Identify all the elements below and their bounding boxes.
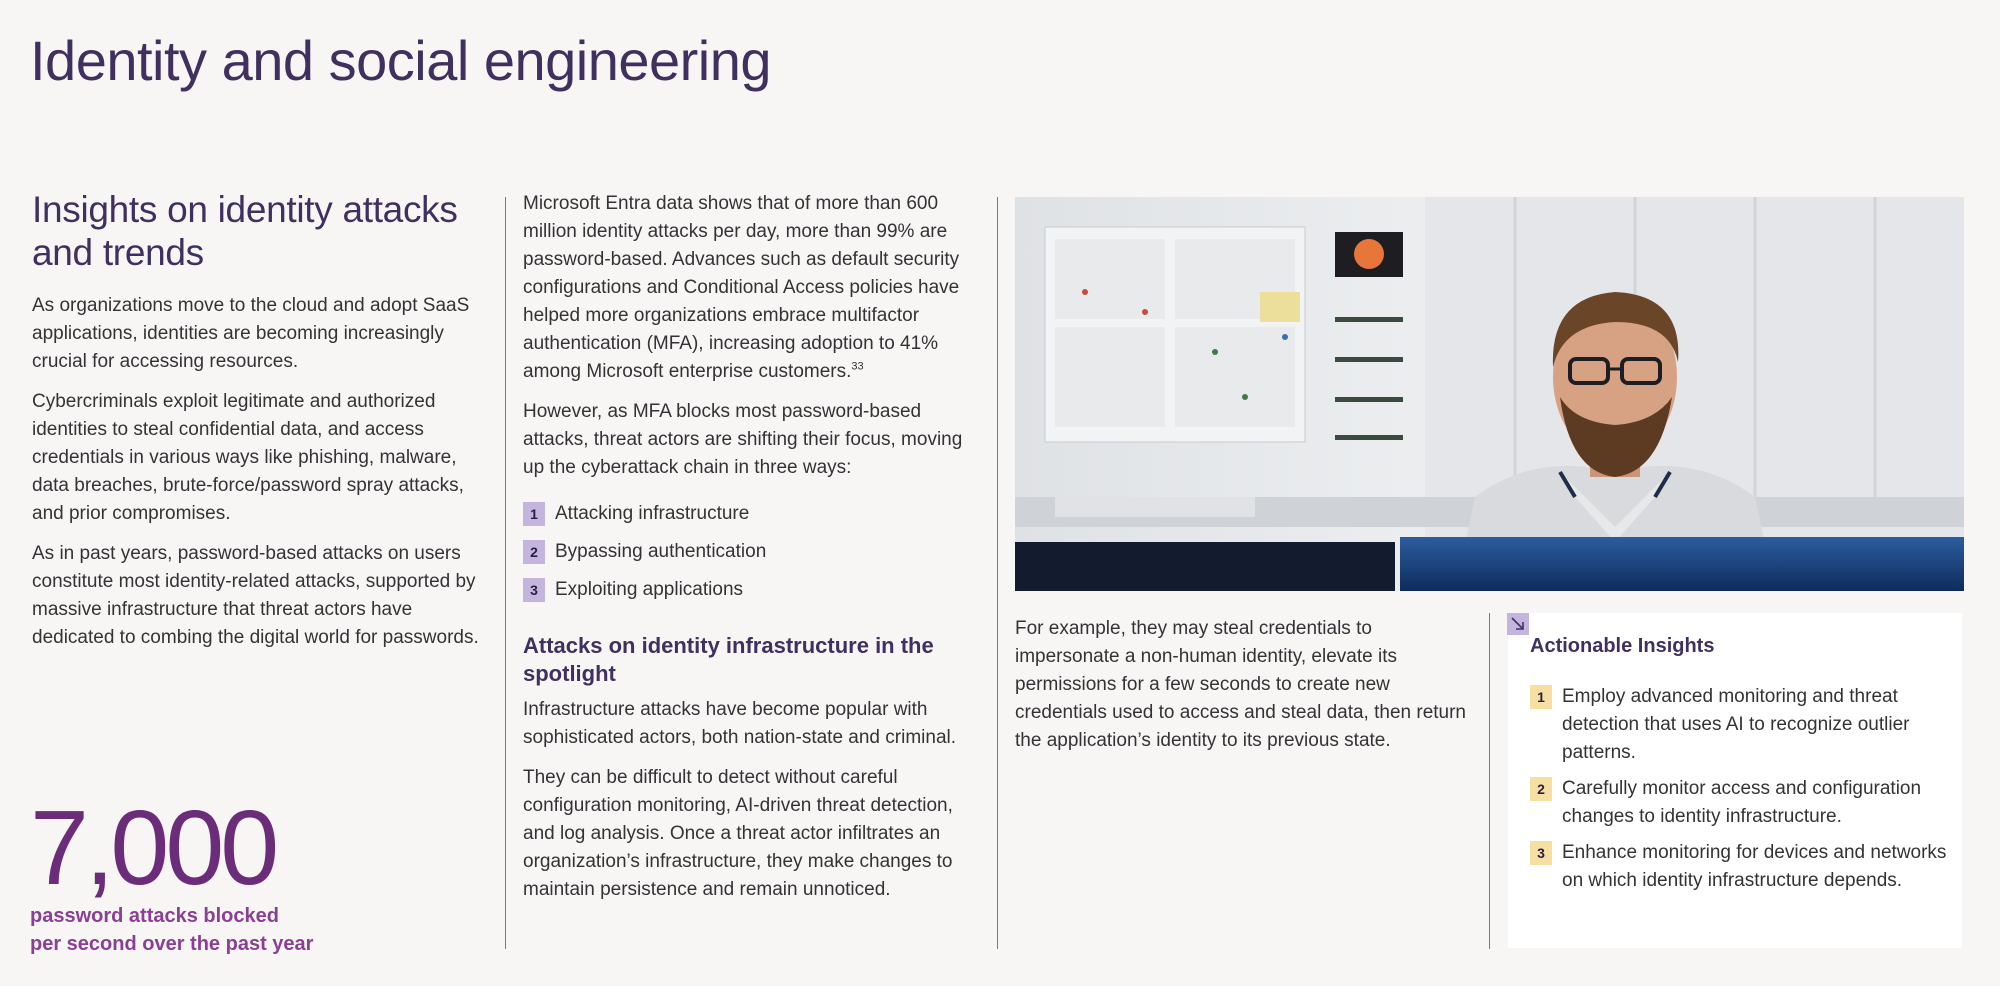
number-badge: 2 — [523, 540, 545, 564]
column-3 — [1015, 615, 1480, 755]
list-item — [523, 576, 983, 604]
list-item — [523, 538, 983, 566]
number-badge: 1 — [523, 502, 545, 526]
paragraph: For example, they may steal credentials to impersonate a non-human identity, elevate its permissions for a few seconds to create new credentials used to access and steal data, then return the application’s identity to its previous state. — [1015, 618, 1466, 751]
section-heading: Insights on identity attacks and trends — [32, 189, 458, 273]
numbered-list — [523, 500, 983, 604]
paragraph — [523, 190, 983, 386]
column-divider — [505, 197, 506, 949]
insights-list — [1530, 683, 1950, 903]
paragraph: They can be difficult to detect without careful configuration monitoring, AI-driven threat detection, and log analysis. Once a threat actor infiltrates an organization’s infrastructure, they make changes to maintain persistence and remain unnoticed. — [523, 767, 953, 900]
list-item-text: Bypassing authentication — [555, 541, 767, 562]
column-divider — [1489, 613, 1490, 949]
number-badge: 1 — [1530, 685, 1552, 709]
paragraph: Infrastructure attacks have become popular with sophisticated actors, both nation-state and criminal. — [523, 699, 957, 748]
stat-caption — [30, 902, 410, 958]
list-item — [523, 500, 983, 528]
paragraph: However, as MFA blocks most password-based attacks, threat actors are shifting their focus, moving up the cyberattack chain in three ways: — [523, 401, 963, 478]
stat-number: 7,000 — [30, 789, 276, 907]
stat-caption-line: per second over the past year — [30, 933, 314, 955]
page-title: Identity and social engineering — [30, 29, 772, 92]
man-at-computer-image — [1015, 197, 1964, 591]
number-badge: 3 — [523, 578, 545, 602]
list-item-text: Attacking infrastructure — [555, 503, 750, 524]
actionable-insights-card — [1508, 613, 1962, 948]
insight-text: Carefully monitor access and configuration changes to identity infrastructure. — [1562, 778, 1922, 827]
footnote-marker: 33 — [851, 360, 864, 373]
column-2 — [523, 190, 983, 916]
paragraph: As organizations move to the cloud and adopt SaaS applications, identities are becoming increasingly crucial for accessing resources. — [32, 295, 470, 372]
arrow-down-right-icon — [1507, 613, 1529, 635]
column-1 — [32, 188, 482, 664]
stat-caption-line: password attacks blocked — [30, 905, 279, 927]
column-divider — [997, 197, 998, 949]
column-1-body — [32, 292, 482, 652]
insight-item — [1530, 839, 1950, 895]
paragraph: As in past years, password-based attacks on users constitute most identity-related attacks, supported by massive infrastructure that threat actors have dedicated to combing the digital world for passwords. — [32, 543, 479, 648]
number-badge: 2 — [1530, 777, 1552, 801]
card-title: Actionable Insights — [1530, 635, 1715, 657]
insight-item — [1530, 775, 1950, 831]
insight-text: Employ advanced monitoring and threat detection that uses AI to recognize outlier patterns. — [1562, 686, 1910, 763]
stat-callout — [30, 789, 410, 958]
subheading: Attacks on identity infrastructure in the spotlight — [523, 633, 934, 686]
list-item-text: Exploiting applications — [555, 579, 744, 600]
paragraph: Cybercriminals exploit legitimate and authorized identities to steal confidential data, and access credentials in various ways like phishing, malware, data breaches, brute-force/password spray attacks, and prior compromises. — [32, 391, 464, 524]
insight-text: Enhance monitoring for devices and networks on which identity infrastructure depends. — [1562, 842, 1947, 891]
office-photo — [1015, 197, 1964, 591]
arrow-down-right-icon-glyph — [1507, 613, 1529, 635]
number-badge: 3 — [1530, 841, 1552, 865]
insight-item — [1530, 683, 1950, 767]
paragraph-text: Microsoft Entra data shows that of more than 600 million identity attacks per day, more than 99% are password-based. Advances such as default security configurations and Conditional Access policies have helped more organizations embrace multifactor authentication (MFA), increasing adoption to 41% among Microsoft enterprise customers. — [523, 193, 960, 382]
